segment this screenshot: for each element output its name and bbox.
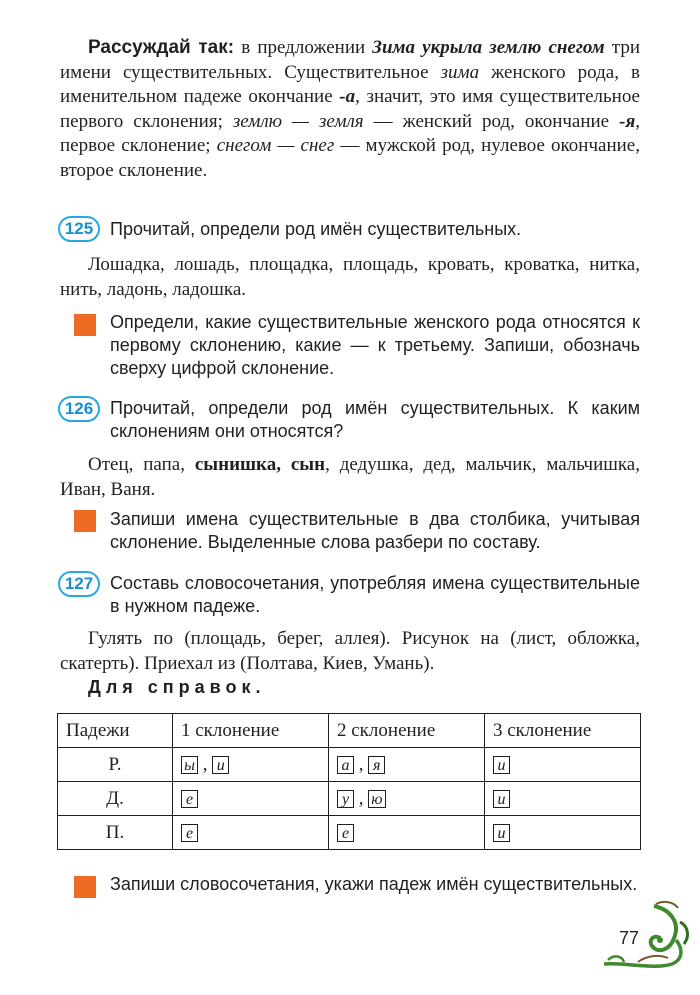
table-header: 2 склонение <box>329 714 485 748</box>
rule-paragraph <box>60 36 640 184</box>
ending-cell <box>173 816 329 850</box>
exercise-127-task: Составь словосочетания, употребляя имена существительные в нужном падеже. <box>110 573 640 616</box>
exercise-126-subtask: Запиши имена существительные в два столбика, учитывая склонение. Выделенные слова разбери по составу. <box>110 509 640 552</box>
example-sentence: Зима укрыла землю снегом <box>372 37 605 58</box>
exercise-125-task: Прочитай, определи род имён существительных. <box>110 219 522 239</box>
ending-cell: у , ю <box>329 782 485 816</box>
case-label: П. <box>58 816 173 850</box>
rule-lead: Рассуждай так: <box>88 37 235 58</box>
rule-word: зима <box>440 61 480 83</box>
exercise-number-127: 127 <box>58 571 100 597</box>
rule-word: землю — земля <box>232 110 364 132</box>
rule-text: , первое склонение; <box>60 110 640 157</box>
table-row <box>58 816 641 850</box>
ending-box: и <box>493 756 510 774</box>
rule-text: три имени существительных. Существительное <box>60 37 641 83</box>
ending-box: и <box>493 790 510 808</box>
rule-text: — женский род, окончание <box>363 110 620 132</box>
ending-cell: а , я <box>329 748 485 782</box>
ending-box: ю <box>368 790 385 808</box>
rule-ending: -я <box>619 110 636 132</box>
exercise-125-subtask: Определи, какие существительные женского рода относятся к первому склонению, какие — к третьему. Запиши, обозначь сверху цифрой склонение. <box>110 312 640 378</box>
rule-ending: -а <box>339 86 356 108</box>
ending-cell <box>173 782 329 816</box>
rule-text: в предложении <box>234 37 373 58</box>
task-marker-square <box>74 510 96 532</box>
reference-label: Для справок. <box>88 677 266 697</box>
ending-box: е <box>181 790 198 808</box>
rule-word: снегом — снег <box>216 135 335 157</box>
exercise-126-task: Прочитай, определи род имён существительных. К каким склонениям они относятся? <box>110 398 640 441</box>
ending-cell <box>485 748 641 782</box>
exercise-number-126: 126 <box>58 396 100 422</box>
ending-cell <box>485 816 641 850</box>
declension-table <box>57 713 641 850</box>
table-header-row <box>58 714 641 748</box>
ending-box: е <box>337 824 354 842</box>
exercise-127-text: Гулять по (площадь, берег, аллея). Рисунок на (лист, обложка, скатерть). Приехал из (Полтава, Киев, Умань). <box>60 628 640 674</box>
ending-box: и <box>212 756 229 774</box>
page-number: 77 <box>619 928 640 948</box>
table-header: Падежи <box>58 714 173 748</box>
exercise-126-words <box>60 452 640 502</box>
ending-box: е <box>181 824 198 842</box>
ending-box: ы <box>181 756 198 774</box>
word-list: Отец, папа, <box>88 454 195 475</box>
ending-box: я <box>368 756 385 774</box>
table-header: 3 склонение <box>485 714 641 748</box>
exercise-number-125: 125 <box>58 216 100 242</box>
ending-box: у <box>337 790 354 808</box>
rule-text: , значит, это имя существительное первого склонения; <box>60 86 640 132</box>
table-row <box>58 782 641 816</box>
case-label: Р. <box>58 748 173 782</box>
task-marker-square <box>74 876 96 898</box>
ending-box: и <box>493 824 510 842</box>
table-row <box>58 748 641 782</box>
exercise-127-subtask: Запиши словосочетания, укажи падеж имён существительных. <box>110 874 638 894</box>
ending-cell <box>485 782 641 816</box>
table-header: 1 склонение <box>173 714 329 748</box>
exercise-125-words: Лошадка, лошадь, площадка, площадь, кровать, кроватка, нитка, нить, ладонь, ладошка. <box>60 254 640 300</box>
highlighted-words: сынишка, сын <box>194 454 326 475</box>
ending-cell <box>329 816 485 850</box>
ending-box: а <box>337 756 354 774</box>
case-label: Д. <box>58 782 173 816</box>
rule-text: женского рода, в именительном падеже окончание <box>60 61 640 108</box>
ending-cell: ы , и <box>173 748 329 782</box>
rule-text: — мужской род, нулевое окончание, второе склонение. <box>60 135 640 181</box>
task-marker-square <box>74 314 96 336</box>
corner-ornament-icon <box>594 900 694 970</box>
word-list: , дедушка, дед, мальчик, мальчишка, Иван, Ваня. <box>60 454 640 500</box>
